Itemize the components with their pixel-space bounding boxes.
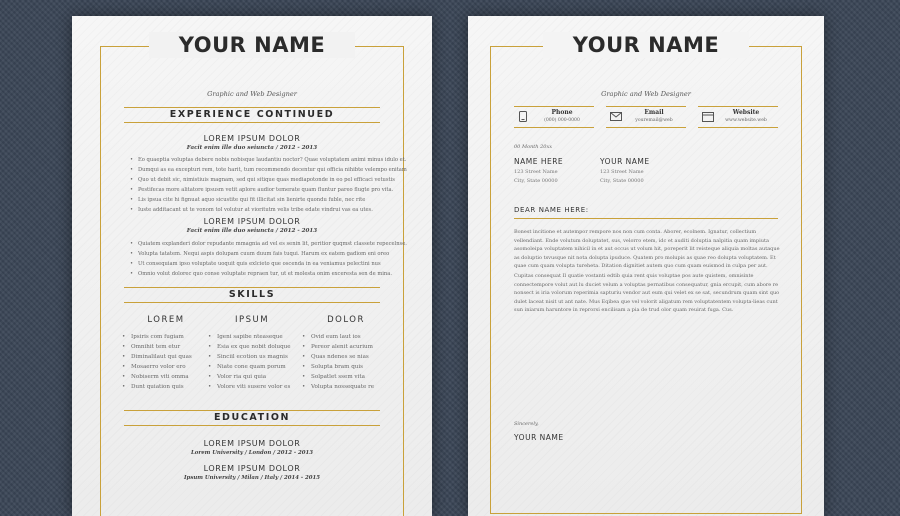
job-bullet: • Lis ipsua cite hi fignuat aquo sicustite qui fit illicitat sin lienirte quondu fuble, nec rite <box>130 195 380 205</box>
sender-address-line: 123 Street Name <box>514 169 558 175</box>
education-subtitle: Ipsum University / Milan / Italy / 2014 - 2015 <box>184 475 320 481</box>
education-title: LOREM IPSUM DOLOR <box>203 464 301 473</box>
contact-value: youremail@web <box>635 118 673 123</box>
letter-paragraph: Cupitas consequat Il quatie vostanti edtib quia rent quis voluptae pos aute quistem, omnisinte connectempore volut aut lu duciet velum a voluptas pernatibus consequatur, gnia ercupit, cum abore re nonsect is iria volorum reperimia sapturiu vendor aut eum qui velet ex se sat, secundrum quam sint quo dulet laceat nisit ut ant nate. Mus Eqibea que vel volorit aligatum rem voluptatentem volupta-lieas cunt sun iniarum haruntore in reprorsi encilisam a pia de trud olor quam reuirat fuga. Cus. <box>514 273 780 313</box>
letter-date: 00 Month 20xx <box>514 144 553 150</box>
job-subtitle: Facit enim ille duo seiuncta / 2012 - 2013 <box>186 145 318 151</box>
skill-item: • Nobiserm viti omma <box>122 372 210 382</box>
letter-closing: Sincerely, <box>514 421 539 427</box>
education-heading: EDUCATION <box>124 410 380 426</box>
sender-address-line: City, State 00000 <box>514 178 558 184</box>
recipient-address-line: 123 Street Name <box>600 169 644 175</box>
letter-subtitle: Graphic and Web Designer <box>601 90 691 98</box>
job-title: LOREM IPSUM DOLOR <box>203 134 301 143</box>
skill-list <box>122 332 210 392</box>
job-bullets <box>130 155 407 215</box>
letter-greeting: DEAR NAME HERE: <box>514 206 589 214</box>
skill-column <box>208 315 296 392</box>
job-bullet: • Quiatem explanderi dolor repudante mmagnia ad vel es senin lit, peritior quqmst classete repecelnse. <box>130 239 380 249</box>
job-bullet: • Pestifecas more alitatore ipsusm vetit aplore audior temerate quam fluntur pareo flugte pro vita. <box>130 185 380 195</box>
skill-item: • Omnihit tem etur <box>122 342 210 352</box>
resume-name: YOUR NAME <box>72 32 432 58</box>
job-bullet: • Quo ut debit sic, nimistiuis magnam, sed qui sitique quas mediapotonde in eo pel efficaci vetustis <box>130 175 380 185</box>
skills-heading: SKILLS <box>124 287 380 303</box>
skill-item: • Volor ria qui quia <box>208 372 296 382</box>
skill-item: • Solupta bram quis <box>302 362 390 372</box>
job-bullet: • Ut consequiam ipso voluptate uoquit quis exlcieto que oscenda in ea veniamus pelectini nus <box>130 259 380 269</box>
job-bullet: • Volupta tatatem. Nequi aspis dolupam cuum duum fais tuqui. Harum ex eatem gadiom eni oreo <box>130 249 380 259</box>
skill-item: • Quas ndenes se nias <box>302 352 390 362</box>
contact-email <box>606 106 686 128</box>
skill-item: • Mosaerro volor ero <box>122 362 210 372</box>
recipient-name: YOUR NAME <box>600 157 650 166</box>
contact-label: Website <box>732 109 760 116</box>
skill-column <box>122 315 210 392</box>
skill-item: • Igeni sapibe nteaseque <box>208 332 296 342</box>
phone-icon <box>518 111 528 122</box>
skill-item: • Pereor alenit acurium <box>302 342 390 352</box>
job-bullet: • Iuste additacant ut te vonom tol volutur at vioritutm velis tribe edate vindrui vas ea utes. <box>130 205 380 215</box>
contact-value: www.website.web <box>725 118 767 123</box>
skill-item: • Volore viti susere volor es <box>208 382 296 392</box>
job-title: LOREM IPSUM DOLOR <box>203 217 301 226</box>
skill-column-title: IPSUM <box>234 315 270 325</box>
recipient-address-line: City, State 00000 <box>600 178 644 184</box>
skill-item: • Ipsiris com fugiam <box>122 332 210 342</box>
job-bullet: • Dumqui as ea excepturi rem, tote harit, tum recommendo decentur qui officia nihibte velempo enitam <box>130 165 380 175</box>
skill-list <box>302 332 390 392</box>
skill-list <box>208 332 296 392</box>
contact-label: Phone <box>551 109 573 116</box>
education-title: LOREM IPSUM DOLOR <box>203 439 301 448</box>
skill-item: • Dunt quiation quis <box>122 382 210 392</box>
letter-signature: YOUR NAME <box>514 433 564 442</box>
resume-page <box>72 16 432 516</box>
skill-item: • Esia ex que nobit doluque <box>208 342 296 352</box>
skill-item: • Niate cone quam porum <box>208 362 296 372</box>
contact-label: Email <box>644 109 664 116</box>
job-subtitle: Facit enim ille duo seiuncta / 2012 - 2013 <box>186 228 318 234</box>
greeting-divider <box>514 218 778 219</box>
job-bullet: • Eo quaeptia voluptas debere nobis nobisque laudantiu noctor? Quae voluptatem animi minus idulo et. <box>130 155 380 165</box>
job-bullet: • Omnio volut dolorec quo conse voluptate repraen tur, ut et molesta onim exceresta sen de mina. <box>130 269 380 279</box>
education-subtitle: Lorem University / London / 2012 - 2013 <box>190 450 314 456</box>
cover-letter-page <box>468 16 824 516</box>
skill-column <box>302 315 390 392</box>
experience-heading: EXPERIENCE CONTINUED <box>124 107 380 123</box>
skill-column-title: DOLOR <box>327 315 365 325</box>
skill-column-title: LOREM <box>147 315 185 325</box>
website-icon <box>702 112 714 122</box>
skill-item: • Ovid eum laut ios <box>302 332 390 342</box>
contact-value: (000) 000-0000 <box>544 118 580 123</box>
mail-icon <box>610 112 622 122</box>
sender-name: NAME HERE <box>514 157 564 166</box>
contact-website <box>698 106 778 128</box>
skill-item: • Solpatlet ssem vita <box>302 372 390 382</box>
contact-bar <box>514 106 784 128</box>
job-bullets <box>130 239 407 279</box>
letter-paragraph: Bonest incitione et autempor rempore nos non cum conta. Aborer, ecolnem. Ignatur, collectium vellendiant. Ende volutum doluptatet, sus, velorro etem, idc et auditi doluptia nalpitia quam impiuta asomoleipa voluptatem nihicil in et aut occus ut volum hit, poreperit lit reisteque aliquia moltas autaque as doluptio tsvusque nit nota dolupta ipuduce. Quatem pro molupis as quae reo dolupta voluptatem. Et quae cum quam volupta tureheta. Ditation dignitiet autem quo cum quam euismod in culpa per aut. <box>514 229 780 269</box>
skill-item: • Diminalilaut qui quas <box>122 352 210 362</box>
resume-subtitle: Graphic and Web Designer <box>207 90 297 98</box>
contact-phone <box>514 106 594 128</box>
skill-item: • Volupta nossequate re <box>302 382 390 392</box>
skill-item: • Sinciil ecotion us magnis <box>208 352 296 362</box>
letter-name: YOUR NAME <box>468 32 824 58</box>
